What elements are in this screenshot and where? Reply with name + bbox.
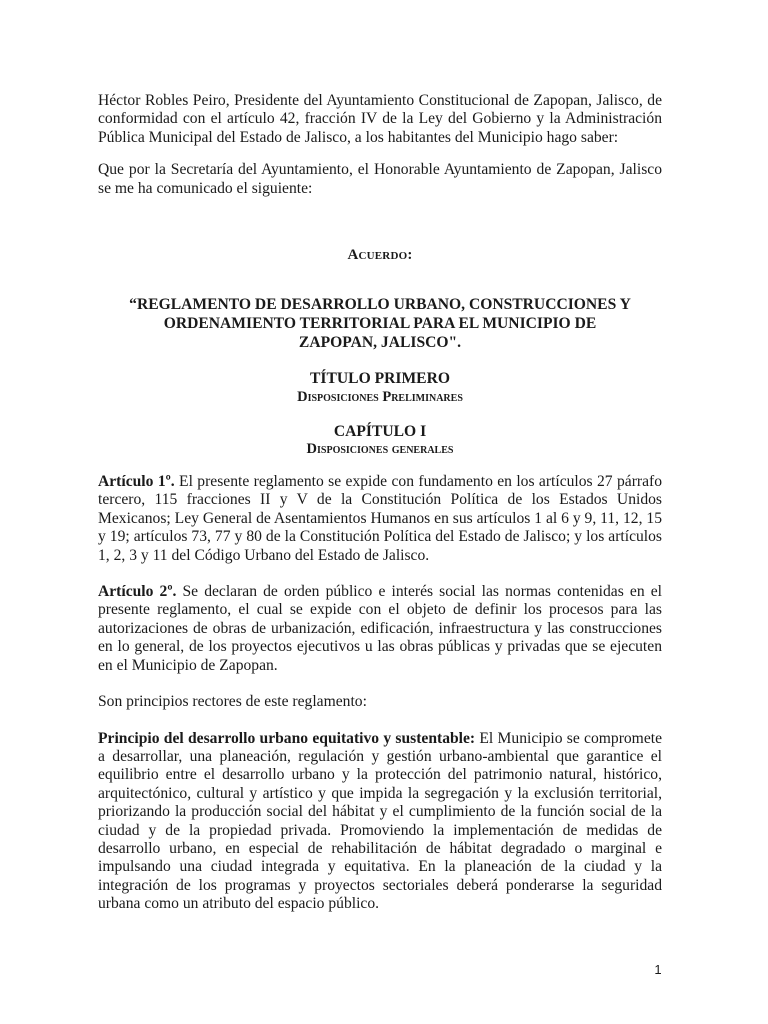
principio-1 <box>98 730 662 914</box>
page-number: 1 <box>654 962 662 977</box>
articulo-1 <box>98 473 662 565</box>
principio-1-text: El Municipio se compromete a desarrollar, una planeación, regulación y gestión urbano-ambiental que garantice el equilibrio entre el desarrollo urbano y la protección del patrimonio natural, histórico, arquitectónico, cultural y artístico y que impida la segregación y la exclusión territorial, priorizando la producción social del hábitat y el cumplimiento de la función social de la ciudad y de la propiedad privada. Promoviendo la implementación de medidas de desarrollo urbano, en especial de rehabilitación de hábitat degradado o marginal e impulsando una ciudad integrada y equitativa. En la planeación de la ciudad y la integración de los programas y proyectos sectoriales deberá ponderarse la seguridad urbana como un atributo del espacio público. <box>98 729 662 913</box>
titulo-subheading: Disposiciones Preliminares <box>297 388 463 405</box>
intro-paragraph: Héctor Robles Peiro, Presidente del Ayuntamiento Constitucional de Zapopan, Jalisco, de conformidad con el artículo 42, fracción IV de la Ley del Gobierno y la Administración Pública Municipal del Estado de Jalisco, a los habitantes del Municipio hago saber: <box>98 92 662 146</box>
capitulo-subheading: Disposiciones generales <box>306 441 454 458</box>
principio-1-label: Principio del desarrollo urbano equitativo y sustentable: <box>98 729 476 747</box>
document-body <box>98 92 662 914</box>
communication-paragraph: Que por la Secretaría del Ayuntamiento, el Honorable Ayuntamiento de Zapopan, Jalisco se me ha comunicado el siguiente: <box>98 161 662 197</box>
principios-intro: Son principios rectores de este reglamento: <box>98 693 367 711</box>
acuerdo-heading: Acuerdo: <box>347 247 413 264</box>
articulo-1-text: El presente reglamento se expide con fundamento en los artículos 27 párrafo tercero, 115 fracciones II y V de la Constitución Política de los Estados Unidos Mexicanos; Ley General de Asentamientos Humanos en sus artículos 1 al 6 y 9, 11, 12, 15 y 19; artículos 73, 77 y 80 de la Constitución Política del Estado de Jalisco; y los artículos 1, 2, 3 y 11 del Código Urbano del Estado de Jalisco. <box>98 473 663 564</box>
articulo-2-text: Se declaran de orden público e interés social las normas contenidas en el presente reglamento, el cual se expide con el objeto de definir los procesos para las autorizaciones de obras de urbanización, edificación, infraestructura y las construcciones en lo general, de los proyectos ejecutivos u las obras públicas y privadas que se ejecuten en el Municipio de Zapopan. <box>98 583 662 674</box>
articulo-1-label: Artículo 1º. <box>98 473 175 491</box>
articulo-2 <box>98 583 662 675</box>
articulo-2-label: Artículo 2º. <box>98 583 177 601</box>
titulo-heading: TÍTULO PRIMERO <box>310 370 450 388</box>
reglamento-title: “REGLAMENTO DE DESARROLLO URBANO, CONSTRUCCIONES Y ORDENAMIENTO TERRITORIAL PARA EL MUNICIPIO DE ZAPOPAN, JALISCO". <box>129 296 631 351</box>
capitulo-heading: CAPÍTULO I <box>333 422 427 440</box>
